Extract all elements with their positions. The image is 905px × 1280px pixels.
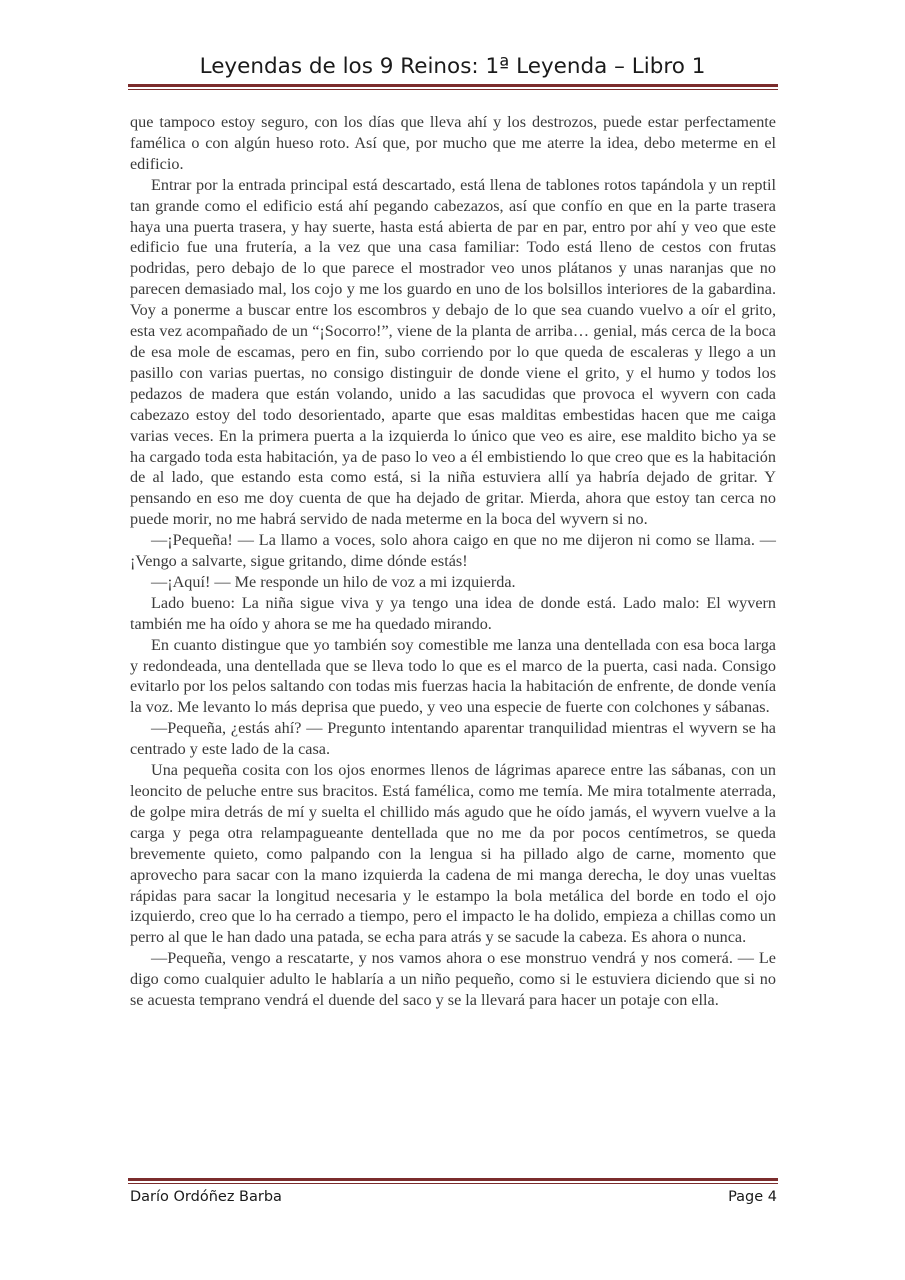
- paragraph: Lado bueno: La niña sigue viva y ya tengo una idea de donde está. Lado malo: El wyvern también me ha oído y ahora se me ha quedado mirando.: [130, 593, 776, 633]
- paragraph: —¡Pequeña! — La llamo a voces, solo ahora caigo en que no me dijeron ni como se llama. — ¡Vengo a salvarte, sigue gritando, dime dónde estás!: [130, 531, 776, 571]
- body-text: [130, 112, 776, 1011]
- paragraph: que tampoco estoy seguro, con los días que lleva ahí y los destrozos, puede estar perfectamente famélica o con algún hueso roto. Así que, por mucho que me aterre la idea, debo meterme en el edificio.: [130, 113, 776, 173]
- paragraph: —Pequeña, vengo a rescatarte, y nos vamos ahora o ese monstruo vendrá y nos comerá. — Le digo como cualquier adulto le hablaría a un niño pequeño, como si le estuviera diciendo que si no se acuesta temprano vendrá el duende del saco y se la llevará para hacer un potaje con ella.: [130, 949, 776, 1010]
- paragraph: Entrar por la entrada principal está descartado, está llena de tablones rotos tapándola y un reptil tan grande como el edificio está ahí pegando cabezazos, así que confío en que en la parte trasera haya una puerta trasera, y hay suerte, hasta está abierta de par en par, entro por ahí y veo que este edificio fue una frutería, a la vez que una casa familiar: Todo está lleno de cestos con frutas podridas, pero debajo de lo que parece el mostrador veo unos plátanos y unas naranjas que no parecen demasiado mal, los cojo y me los guardo en uno de los bolsillos interiores de la gabardina. Voy a ponerme a buscar entre los escombros y debajo de lo que sea cuando vuelvo a oír el grito, esta vez acompañado de un “¡Socorro!”, viene de la planta de arriba… genial, más cerca de la boca de esa mole de escamas, pero en fin, subo corriendo por lo que queda de escaleras y llego a un pasillo con varias puertas, no consigo distinguir de donde viene el grito, y el humo y todos los pedazos de madera que están volando, unido a las sacudidas que provoca el wyvern con cada cabezazo estoy del todo desorientado, aparte que esas malditas embestidas hacen que me caiga varias veces. En la primera puerta a la izquierda lo único que veo es aire, ese maldito bicho ya se ha cargado toda esta habitación, ya de paso lo veo a él embistiendo lo que creo que es la habitación de al lado, que estando esta como está, si la niña estuviera allí ya habría dejado de gritar. Y pensando en eso me doy cuenta de que ha dejado de gritar. Mierda, ahora que estoy tan cerca no puede morir, no me habrá servido de nada meterme en la boca del wyvern si no.: [130, 175, 776, 529]
- footer-rule-thin: [128, 1183, 778, 1184]
- footer-author: Darío Ordóñez Barba: [130, 1189, 282, 1205]
- paragraph: —¡Aquí! — Me responde un hilo de voz a mi izquierda.: [151, 572, 516, 591]
- footer-page-number: Page 4: [728, 1189, 777, 1205]
- header-rule-thick: [128, 84, 778, 87]
- paragraph: En cuanto distingue que yo también soy comestible me lanza una dentellada con esa boca larga y redondeada, una dentellada que se lleva todo lo que es el marco de la puerta, casi nada. Consigo evitarlo por los pelos saltando con todas mis fuerzas hacia la habitación de enfrente, de donde venía la voz. Me levanto lo más deprisa que puedo, y veo una especie de fuerte con colchones y sábanas.: [130, 635, 776, 717]
- footer-rule-thick: [128, 1178, 778, 1181]
- paragraph: —Pequeña, ¿estás ahí? — Pregunto intentando aparentar tranquilidad mientras el wyvern se ha centrado y este lado de la casa.: [130, 719, 776, 759]
- paragraph: Una pequeña cosita con los ojos enormes llenos de lágrimas aparece entre las sábanas, con un leoncito de peluche entre sus bracitos. Está famélica, como me temía. Me mira totalmente aterrada, de golpe mira detrás de mí y suelta el chillido más agudo que he oído jamás, el wyvern vuelve a la carga y pega otra relampagueante dentellada que no me da por pocos centímetros, se queda brevemente quieto, como palpando con la lengua si ha pillado algo de carne, momento que aprovecho para sacar con la mano izquierda la cadena de mi manga derecha, le doy unas vueltas rápidas para sacar la longitud necesaria y le estampo la bola metálica del borde en todo el ojo izquierdo, creo que lo ha cerrado a tiempo, pero el impacto le ha dolido, empieza a chillas como un perro al que le han dado una patada, se echa para atrás y se sacude la cabeza. Es ahora o nunca.: [130, 761, 776, 947]
- running-header-title: Leyendas de los 9 Reinos: 1ª Leyenda – Libro 1: [199, 54, 706, 79]
- header-rule-thin: [128, 89, 778, 90]
